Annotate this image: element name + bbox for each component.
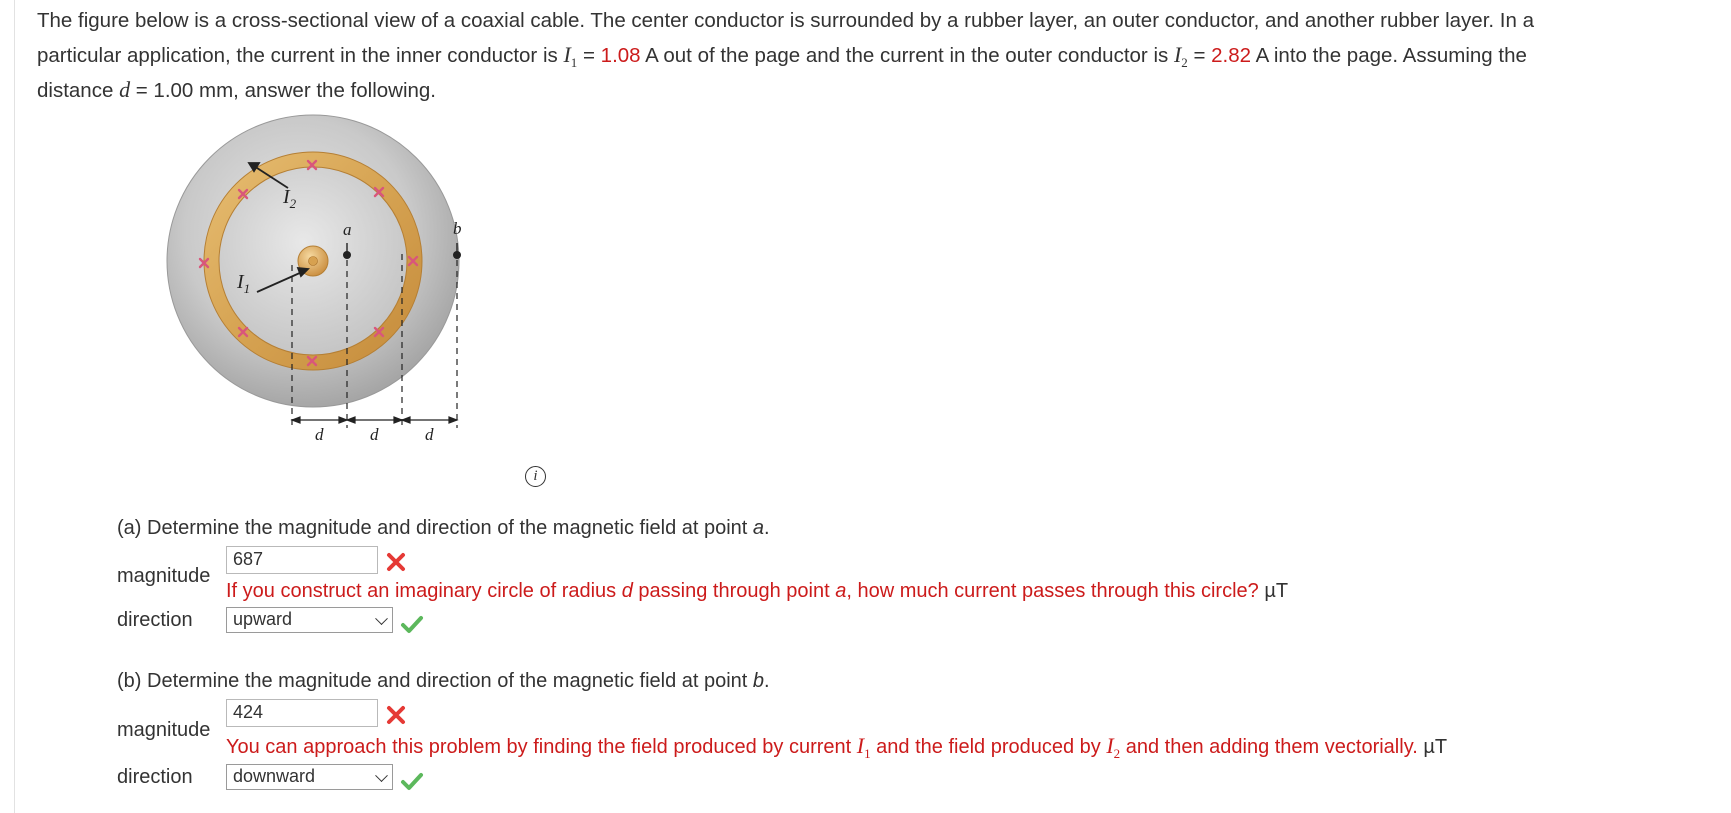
part-a-prompt: (a) Determine the magnitude and direction of the magnetic field at point a.	[117, 517, 770, 539]
label-d-1: d	[315, 425, 324, 444]
check-mark-icon	[400, 614, 424, 634]
distance-symbol-d: d	[119, 77, 131, 102]
problem-text: A out of the page and the current in the outer conductor is	[640, 44, 1174, 67]
problem-line-2	[37, 38, 1727, 73]
current-symbol-i2: $I_2$	[1173, 42, 1188, 70]
equals-sign: =	[1187, 44, 1212, 67]
chevron-down-icon	[375, 612, 388, 625]
label-d-2: d	[370, 425, 379, 444]
direction-b-label: direction	[117, 766, 193, 788]
label-i1: $I_1$	[237, 271, 251, 296]
magnitude-b-label: magnitude	[117, 719, 211, 741]
part-b-prompt: (b) Determine the magnitude and direction of the magnetic field at point b.	[117, 670, 770, 692]
problem-statement	[37, 4, 1727, 108]
check-mark-icon	[400, 771, 424, 791]
problem-text: A into the page. Assuming the	[1251, 44, 1527, 67]
svg-text:a: a	[343, 220, 352, 239]
problem-line-1: The figure below is a cross-sectional view of a coaxial cable. The center conductor is surrounded by a rubber layer, an outer conductor, and another rubber layer. In a	[37, 9, 1534, 32]
dimension-arrows	[292, 417, 457, 423]
problem-text: distance	[37, 79, 120, 102]
label-i2: $I_2$	[283, 186, 297, 211]
magnitude-b-input[interactable]: 424	[226, 699, 378, 727]
chevron-down-icon	[375, 769, 388, 782]
direction-b-select[interactable]: downward	[226, 764, 393, 790]
magnitude-a-label: magnitude	[117, 565, 211, 587]
left-border	[14, 0, 15, 813]
info-icon[interactable]: i	[525, 466, 546, 487]
x-mark-icon	[385, 704, 407, 726]
problem-line-3	[37, 73, 1727, 108]
label-d-3: d	[425, 425, 434, 444]
current-symbol-i1: $I_1$	[563, 42, 578, 70]
hint-a: If you construct an imaginary circle of radius d passing through point a, how much current passes through this circle? µT	[226, 580, 1289, 602]
hint-b: You can approach this problem by finding the field produced by current $I_1$ and the field produced by $I_2$ and then adding them vectorially. µT	[226, 733, 1448, 761]
problem-text: = 1.00 mm, answer the following.	[130, 79, 437, 102]
problem-text: particular application, the current in the inner conductor is	[37, 44, 564, 67]
magnitude-a-input[interactable]: 687	[226, 546, 378, 574]
coaxial-cable-figure	[150, 110, 570, 500]
current-i2-value: 2.82	[1211, 44, 1252, 67]
x-mark-icon	[385, 551, 407, 573]
svg-text:b: b	[453, 219, 462, 238]
current-i1-value: 1.08	[600, 44, 641, 67]
direction-a-label: direction	[117, 609, 193, 631]
direction-a-select[interactable]: upward	[226, 607, 393, 633]
equals-sign: =	[577, 44, 601, 67]
